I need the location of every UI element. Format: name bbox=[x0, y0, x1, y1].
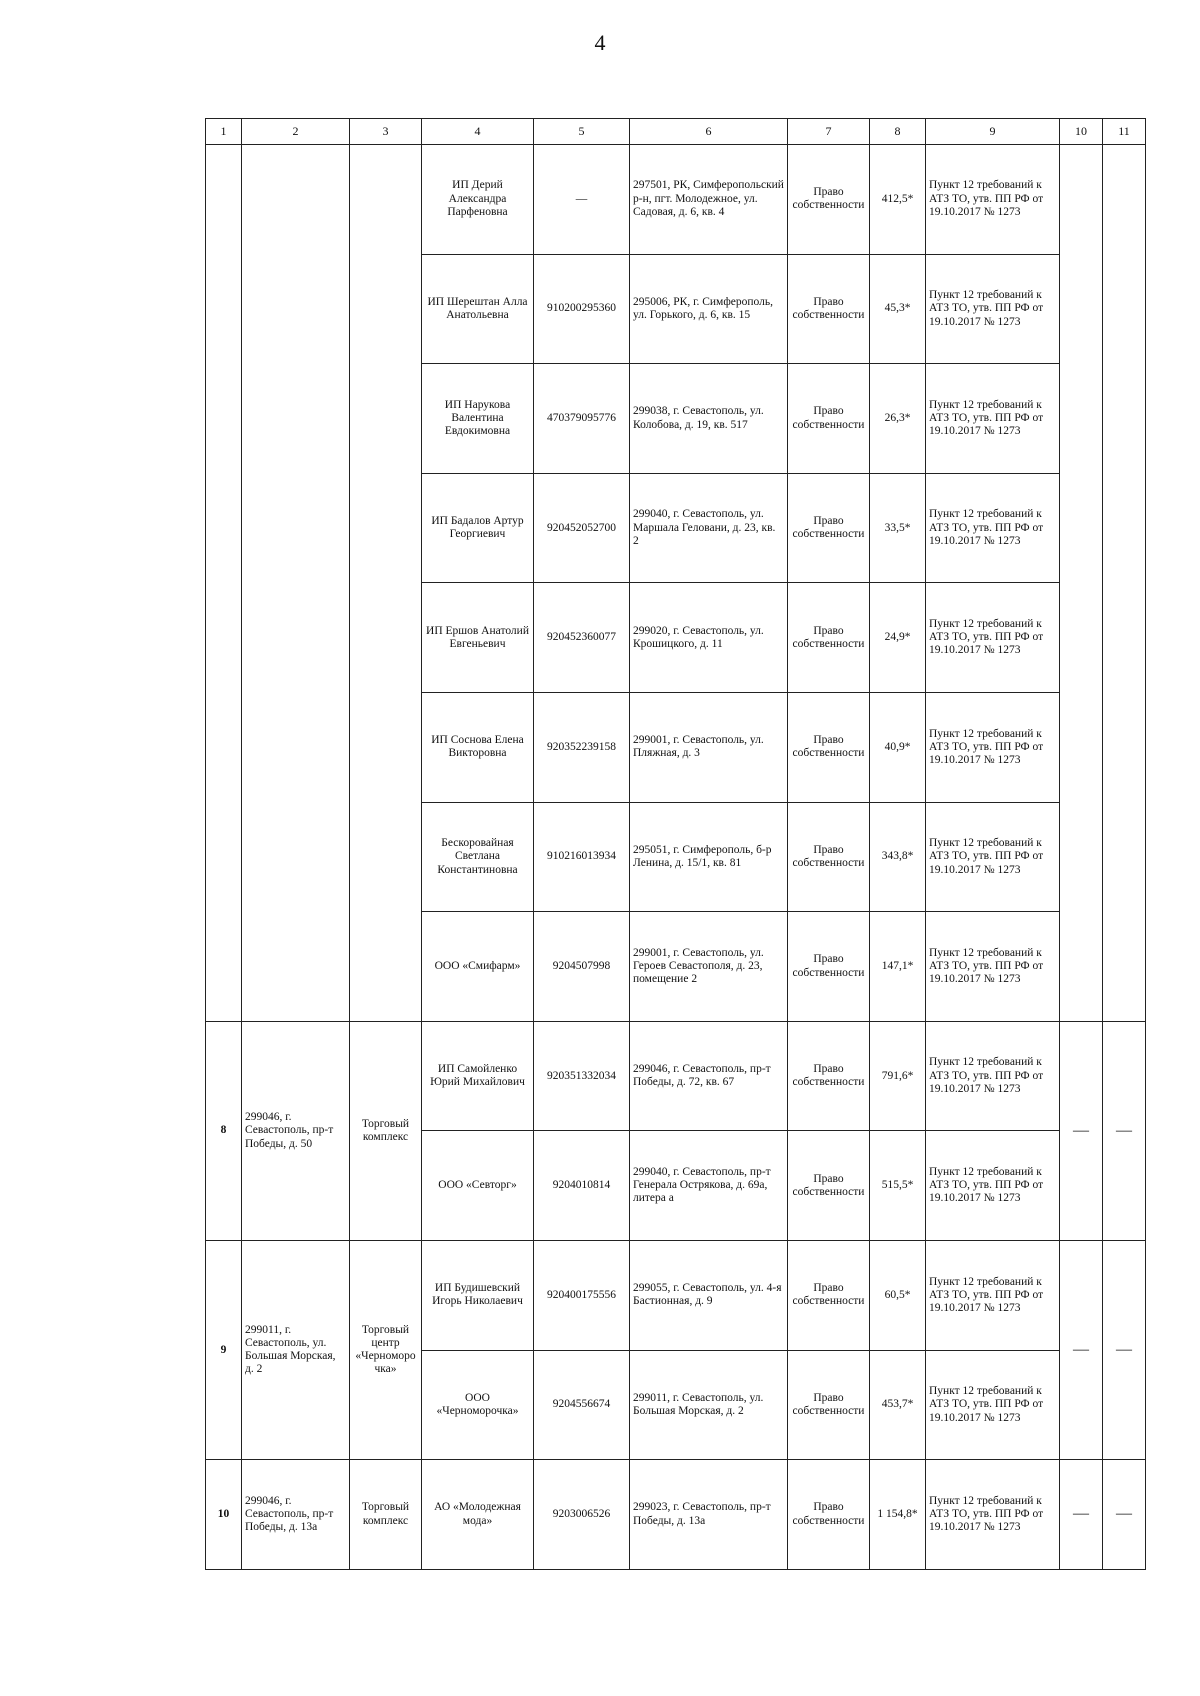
basis-cell: Пункт 12 требований к АТЗ ТО, утв. ПП РФ от 19.10.2017 № 1273 bbox=[926, 1021, 1060, 1131]
table-row bbox=[206, 145, 1146, 255]
column-11-cell bbox=[1103, 145, 1146, 1022]
basis-cell: Пункт 12 требований к АТЗ ТО, утв. ПП РФ от 19.10.2017 № 1273 bbox=[926, 1460, 1060, 1570]
column-header: 7 bbox=[788, 119, 870, 145]
column-header: 4 bbox=[422, 119, 534, 145]
column-10-cell: — bbox=[1060, 1460, 1103, 1570]
area-cell: 453,7* bbox=[870, 1350, 926, 1460]
owner-address-cell: 297501, РК, Симферопольский р-н, пгт. Молодежное, ул. Садовая, д. 6, кв. 4 bbox=[630, 145, 788, 255]
object-address-cell: 299046, г. Севастополь, пр-т Победы, д. 50 bbox=[242, 1021, 350, 1240]
row-number-cell: 8 bbox=[206, 1021, 242, 1240]
owner-address-cell: 299023, г. Севастополь, пр-т Победы, д. 13а bbox=[630, 1460, 788, 1570]
basis-cell: Пункт 12 требований к АТЗ ТО, утв. ПП РФ от 19.10.2017 № 1273 bbox=[926, 145, 1060, 255]
right-cell: Право собственности bbox=[788, 1350, 870, 1460]
inn-cell: 9204507998 bbox=[534, 912, 630, 1022]
owner-address-cell: 299011, г. Севастополь, ул. Большая Морская, д. 2 bbox=[630, 1350, 788, 1460]
object-address-cell bbox=[242, 145, 350, 1022]
owner-address-cell: 295051, г. Симферополь, б-р Ленина, д. 15/1, кв. 81 bbox=[630, 802, 788, 912]
row-number-cell: 10 bbox=[206, 1460, 242, 1570]
column-header: 10 bbox=[1060, 119, 1103, 145]
right-cell: Право собственности bbox=[788, 1021, 870, 1131]
right-cell: Право собственности bbox=[788, 1241, 870, 1351]
owner-address-cell: 295006, РК, г. Симферополь, ул. Горького, д. 6, кв. 15 bbox=[630, 254, 788, 364]
right-cell: Право собственности bbox=[788, 1131, 870, 1241]
owner-cell: ИП Соснова Елена Викторовна bbox=[422, 693, 534, 803]
area-cell: 791,6* bbox=[870, 1021, 926, 1131]
object-type-cell: Торговый комплекс bbox=[350, 1021, 422, 1240]
column-11-cell: — bbox=[1103, 1021, 1146, 1240]
column-10-cell: — bbox=[1060, 1021, 1103, 1240]
area-cell: 33,5* bbox=[870, 473, 926, 583]
right-cell: Право собственности bbox=[788, 473, 870, 583]
area-cell: 343,8* bbox=[870, 802, 926, 912]
right-cell: Право собственности bbox=[788, 802, 870, 912]
inn-cell: 910216013934 bbox=[534, 802, 630, 912]
registry-table-wrap bbox=[205, 118, 1145, 1570]
owner-address-cell: 299001, г. Севастополь, ул. Пляжная, д. 3 bbox=[630, 693, 788, 803]
area-cell: 412,5* bbox=[870, 145, 926, 255]
object-type-cell: Торговый центр «Черноморочка» bbox=[350, 1241, 422, 1460]
column-11-cell: — bbox=[1103, 1241, 1146, 1460]
column-10-cell bbox=[1060, 145, 1103, 1022]
object-type-cell: Торговый комплекс bbox=[350, 1460, 422, 1570]
owner-cell: ИП Нарукова Валентина Евдокимовна bbox=[422, 364, 534, 474]
owner-cell: ИП Дерий Александра Парфеновна bbox=[422, 145, 534, 255]
basis-cell: Пункт 12 требований к АТЗ ТО, утв. ПП РФ от 19.10.2017 № 1273 bbox=[926, 912, 1060, 1022]
object-address-cell: 299011, г. Севастополь, ул. Большая Морская, д. 2 bbox=[242, 1241, 350, 1460]
area-cell: 515,5* bbox=[870, 1131, 926, 1241]
right-cell: Право собственности bbox=[788, 912, 870, 1022]
owner-cell: ИП Будишевский Игорь Николаевич bbox=[422, 1241, 534, 1351]
owner-cell: ООО «Севторг» bbox=[422, 1131, 534, 1241]
owner-address-cell: 299040, г. Севастополь, пр-т Генерала Острякова, д. 69а, литера а bbox=[630, 1131, 788, 1241]
column-header: 8 bbox=[870, 119, 926, 145]
column-header: 6 bbox=[630, 119, 788, 145]
owner-cell: ИП Ершов Анатолий Евгеньевич bbox=[422, 583, 534, 693]
area-cell: 1 154,8* bbox=[870, 1460, 926, 1570]
row-number-cell: 9 bbox=[206, 1241, 242, 1460]
owner-cell: Бескоровайная Светлана Константиновна bbox=[422, 802, 534, 912]
owner-address-cell: 299020, г. Севастополь, ул. Крошицкого, д. 11 bbox=[630, 583, 788, 693]
basis-cell: Пункт 12 требований к АТЗ ТО, утв. ПП РФ от 19.10.2017 № 1273 bbox=[926, 1350, 1060, 1460]
inn-cell: 920351332034 bbox=[534, 1021, 630, 1131]
table-row bbox=[206, 1241, 1146, 1351]
owner-cell: АО «Молодежная мода» bbox=[422, 1460, 534, 1570]
basis-cell: Пункт 12 требований к АТЗ ТО, утв. ПП РФ от 19.10.2017 № 1273 bbox=[926, 693, 1060, 803]
area-cell: 60,5* bbox=[870, 1241, 926, 1351]
area-cell: 40,9* bbox=[870, 693, 926, 803]
inn-cell: 9203006526 bbox=[534, 1460, 630, 1570]
column-header: 2 bbox=[242, 119, 350, 145]
owner-address-cell: 299038, г. Севастополь, ул. Колобова, д. 19, кв. 517 bbox=[630, 364, 788, 474]
column-header: 9 bbox=[926, 119, 1060, 145]
owner-cell: ИП Самойленко Юрий Михайлович bbox=[422, 1021, 534, 1131]
area-cell: 24,9* bbox=[870, 583, 926, 693]
inn-cell: 920452052700 bbox=[534, 473, 630, 583]
object-address-cell: 299046, г. Севастополь, пр-т Победы, д. 13а bbox=[242, 1460, 350, 1570]
registry-table bbox=[205, 118, 1146, 1570]
owner-cell: ИП Шерештан Алла Анатольевна bbox=[422, 254, 534, 364]
column-header: 3 bbox=[350, 119, 422, 145]
inn-cell: — bbox=[534, 145, 630, 255]
inn-cell: 920352239158 bbox=[534, 693, 630, 803]
basis-cell: Пункт 12 требований к АТЗ ТО, утв. ПП РФ от 19.10.2017 № 1273 bbox=[926, 473, 1060, 583]
inn-cell: 920400175556 bbox=[534, 1241, 630, 1351]
inn-cell: 470379095776 bbox=[534, 364, 630, 474]
column-10-cell: — bbox=[1060, 1241, 1103, 1460]
owner-address-cell: 299001, г. Севастополь, ул. Героев Севастополя, д. 23, помещение 2 bbox=[630, 912, 788, 1022]
page-number: 4 bbox=[594, 30, 606, 55]
basis-cell: Пункт 12 требований к АТЗ ТО, утв. ПП РФ от 19.10.2017 № 1273 bbox=[926, 802, 1060, 912]
right-cell: Право собственности bbox=[788, 364, 870, 474]
basis-cell: Пункт 12 требований к АТЗ ТО, утв. ПП РФ от 19.10.2017 № 1273 bbox=[926, 583, 1060, 693]
right-cell: Право собственности bbox=[788, 254, 870, 364]
inn-cell: 910200295360 bbox=[534, 254, 630, 364]
right-cell: Право собственности bbox=[788, 145, 870, 255]
owner-address-cell: 299046, г. Севастополь, пр-т Победы, д. 72, кв. 67 bbox=[630, 1021, 788, 1131]
table-row bbox=[206, 1021, 1146, 1131]
right-cell: Право собственности bbox=[788, 693, 870, 803]
right-cell: Право собственности bbox=[788, 583, 870, 693]
column-11-cell: — bbox=[1103, 1460, 1146, 1570]
basis-cell: Пункт 12 требований к АТЗ ТО, утв. ПП РФ от 19.10.2017 № 1273 bbox=[926, 254, 1060, 364]
column-header: 5 bbox=[534, 119, 630, 145]
owner-cell: ИП Бадалов Артур Георгиевич bbox=[422, 473, 534, 583]
basis-cell: Пункт 12 требований к АТЗ ТО, утв. ПП РФ от 19.10.2017 № 1273 bbox=[926, 1131, 1060, 1241]
area-cell: 147,1* bbox=[870, 912, 926, 1022]
basis-cell: Пункт 12 требований к АТЗ ТО, утв. ПП РФ от 19.10.2017 № 1273 bbox=[926, 364, 1060, 474]
area-cell: 45,3* bbox=[870, 254, 926, 364]
owner-cell: ООО «Смифарм» bbox=[422, 912, 534, 1022]
owner-cell: ООО «Черноморочка» bbox=[422, 1350, 534, 1460]
inn-cell: 9204556674 bbox=[534, 1350, 630, 1460]
inn-cell: 920452360077 bbox=[534, 583, 630, 693]
row-number-cell bbox=[206, 145, 242, 1022]
table-row bbox=[206, 1460, 1146, 1570]
area-cell: 26,3* bbox=[870, 364, 926, 474]
header-row bbox=[206, 119, 1146, 145]
column-header: 11 bbox=[1103, 119, 1146, 145]
inn-cell: 9204010814 bbox=[534, 1131, 630, 1241]
right-cell: Право собственности bbox=[788, 1460, 870, 1570]
basis-cell: Пункт 12 требований к АТЗ ТО, утв. ПП РФ от 19.10.2017 № 1273 bbox=[926, 1241, 1060, 1351]
column-header: 1 bbox=[206, 119, 242, 145]
object-type-cell bbox=[350, 145, 422, 1022]
owner-address-cell: 299040, г. Севастополь, ул. Маршала Геловани, д. 23, кв. 2 bbox=[630, 473, 788, 583]
owner-address-cell: 299055, г. Севастополь, ул. 4-я Бастионная, д. 9 bbox=[630, 1241, 788, 1351]
